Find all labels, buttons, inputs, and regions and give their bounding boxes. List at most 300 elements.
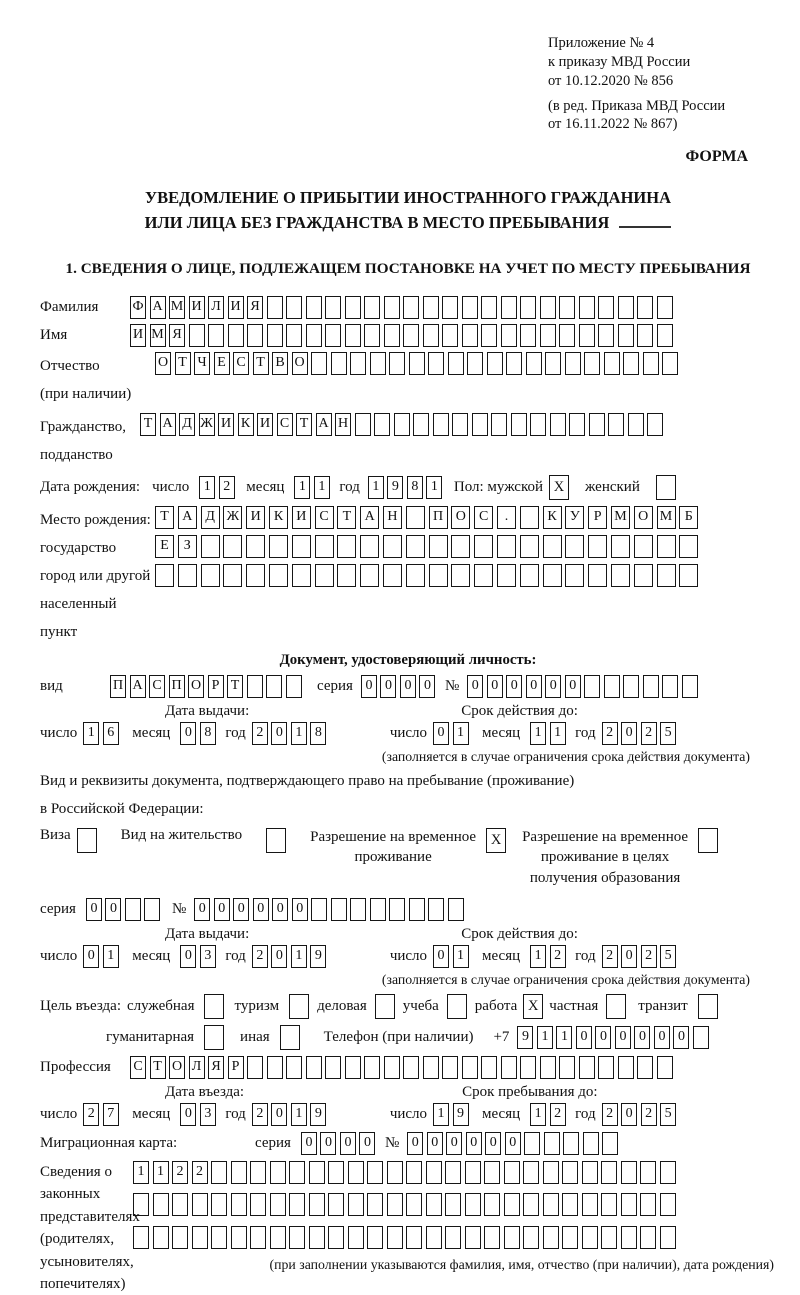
- representatives-row-2: [133, 1193, 776, 1216]
- temporary-residence-checkbox: X: [486, 828, 506, 853]
- given-name-label: Имя: [40, 326, 68, 343]
- char-cell: [448, 352, 464, 375]
- char-cell: [582, 1226, 598, 1249]
- char-cell: [367, 1193, 383, 1216]
- char-cell: 0: [654, 1026, 670, 1049]
- char-cell: [426, 1161, 442, 1184]
- char-cell: [562, 1193, 578, 1216]
- char-cell: [208, 324, 224, 347]
- phone-prefix: +7: [493, 1028, 510, 1045]
- char-cell: Е: [214, 352, 230, 375]
- char-cell: [423, 1056, 439, 1079]
- char-cell: [543, 1193, 559, 1216]
- birth-day-cells: [199, 476, 238, 499]
- passport-issue-year: [252, 722, 330, 745]
- char-cell: 1: [294, 476, 310, 499]
- char-cell: [634, 535, 653, 558]
- char-cell: [250, 1161, 266, 1184]
- char-cell: 0: [615, 1026, 631, 1049]
- char-cell: [328, 1226, 344, 1249]
- char-cell: 0: [180, 1103, 196, 1126]
- char-cell: [623, 352, 639, 375]
- tourism-checkbox: [289, 994, 309, 1019]
- char-cell: [267, 324, 283, 347]
- char-cell: [325, 296, 341, 319]
- char-cell: [660, 1193, 676, 1216]
- char-cell: 2: [550, 945, 566, 968]
- char-cell: [360, 564, 379, 587]
- char-cell: Д: [201, 506, 220, 529]
- char-cell: [523, 1161, 539, 1184]
- char-cell: Ф: [130, 296, 146, 319]
- passport-valid-month: [530, 722, 569, 745]
- char-cell: [550, 413, 566, 436]
- char-cell: [545, 352, 561, 375]
- char-cell: М: [169, 296, 185, 319]
- char-cell: Н: [335, 413, 351, 436]
- entry-year: [252, 1103, 330, 1126]
- char-cell: [504, 1226, 520, 1249]
- char-cell: [223, 535, 242, 558]
- char-cell: [530, 413, 546, 436]
- passport-dates-labels: [40, 703, 776, 720]
- permit-dates-labels: [40, 926, 776, 943]
- char-cell: [540, 1056, 556, 1079]
- char-cell: 1: [530, 945, 546, 968]
- char-cell: 5: [660, 1103, 676, 1126]
- char-cell: [662, 675, 678, 698]
- char-cell: [657, 1056, 673, 1079]
- residence-permit-checkbox: [266, 828, 286, 853]
- month-label: месяц: [482, 724, 521, 741]
- char-cell: 1: [550, 722, 566, 745]
- char-cell: [484, 1161, 500, 1184]
- char-cell: [337, 564, 356, 587]
- char-cell: [562, 1161, 578, 1184]
- char-cell: М: [657, 506, 676, 529]
- title-line-1: УВЕДОМЛЕНИЕ О ПРИБЫТИИ ИНОСТРАННОГО ГРАЖДАНИНА: [144, 188, 672, 208]
- char-cell: 0: [427, 1132, 443, 1155]
- char-cell: [228, 324, 244, 347]
- char-cell: [350, 898, 366, 921]
- char-cell: 5: [660, 722, 676, 745]
- char-cell: [367, 1226, 383, 1249]
- char-cell: [598, 324, 614, 347]
- char-cell: 1: [291, 945, 307, 968]
- char-cell: [247, 324, 263, 347]
- char-cell: 0: [320, 1132, 336, 1155]
- char-cell: [640, 1161, 656, 1184]
- char-cell: [637, 324, 653, 347]
- permit-valid-day: [433, 945, 472, 968]
- char-cell: [133, 1193, 149, 1216]
- char-cell: 0: [233, 898, 249, 921]
- char-cell: [350, 352, 366, 375]
- char-cell: [364, 1056, 380, 1079]
- migration-number-cells: [407, 1132, 622, 1155]
- char-cell: [286, 324, 302, 347]
- char-cell: [406, 1161, 422, 1184]
- char-cell: [270, 1161, 286, 1184]
- char-cell: [504, 1161, 520, 1184]
- char-cell: [364, 324, 380, 347]
- identity-doc-row: [40, 675, 776, 698]
- char-cell: 2: [192, 1161, 208, 1184]
- char-cell: [374, 413, 390, 436]
- doc-number-cells: [467, 675, 701, 698]
- char-cell: [153, 1193, 169, 1216]
- permit-series-label: серия: [40, 900, 76, 917]
- char-cell: [423, 296, 439, 319]
- char-cell: [643, 675, 659, 698]
- char-cell: [269, 564, 288, 587]
- char-cell: 0: [86, 898, 102, 921]
- char-cell: 0: [272, 898, 288, 921]
- female-checkbox: [656, 475, 676, 500]
- char-cell: [309, 1161, 325, 1184]
- char-cell: [231, 1161, 247, 1184]
- char-cell: К: [238, 413, 254, 436]
- section-1-heading: 1. СВЕДЕНИЯ О ЛИЦЕ, ПОДЛЕЖАЩЕМ ПОСТАНОВКЕ НА УЧЕТ ПО МЕСТУ ПРЕБЫВАНИЯ: [65, 259, 751, 277]
- char-cell: [406, 1226, 422, 1249]
- permit-issue-year: [252, 945, 330, 968]
- char-cell: С: [277, 413, 293, 436]
- issued-label: Дата выдачи:: [165, 702, 250, 719]
- char-cell: [246, 564, 265, 587]
- char-cell: [497, 564, 516, 587]
- char-cell: [309, 1193, 325, 1216]
- char-cell: [604, 675, 620, 698]
- char-cell: 0: [380, 675, 396, 698]
- char-cell: [637, 1056, 653, 1079]
- char-cell: Р: [588, 506, 607, 529]
- char-cell: О: [188, 675, 204, 698]
- passport-issue-month: [180, 722, 219, 745]
- char-cell: [501, 296, 517, 319]
- humanitarian-checkbox: [204, 1025, 224, 1050]
- char-cell: [286, 675, 302, 698]
- char-cell: 0: [271, 1103, 287, 1126]
- char-cell: П: [110, 675, 126, 698]
- char-cell: [445, 1193, 461, 1216]
- char-cell: [621, 1193, 637, 1216]
- char-cell: 3: [200, 1103, 216, 1126]
- char-cell: [348, 1226, 364, 1249]
- char-cell: [584, 675, 600, 698]
- char-cell: 2: [83, 1103, 99, 1126]
- char-cell: [337, 535, 356, 558]
- representatives-row-3: [133, 1226, 776, 1249]
- char-cell: Д: [179, 413, 195, 436]
- char-cell: 0: [506, 675, 522, 698]
- char-cell: 2: [550, 1103, 566, 1126]
- patronymic-row: [40, 352, 776, 408]
- work-checkbox: X: [523, 994, 543, 1019]
- char-cell: 1: [133, 1161, 149, 1184]
- citizenship-cells: [140, 413, 667, 436]
- char-cell: [598, 296, 614, 319]
- char-cell: [384, 1056, 400, 1079]
- char-cell: [588, 535, 607, 558]
- char-cell: 0: [359, 1132, 375, 1155]
- char-cell: [250, 1226, 266, 1249]
- migration-card-row: [40, 1132, 776, 1155]
- char-cell: [451, 564, 470, 587]
- char-cell: 0: [419, 675, 435, 698]
- char-cell: О: [155, 352, 171, 375]
- char-cell: [328, 1161, 344, 1184]
- char-cell: [306, 324, 322, 347]
- char-cell: А: [316, 413, 332, 436]
- birth-place-label: Место рождения: государство город или другой населенный пункт: [40, 511, 151, 640]
- char-cell: [192, 1226, 208, 1249]
- appendix-line: от 10.12.2020 № 856: [548, 72, 674, 89]
- title-line-2: ИЛИ ЛИЦА БЕЗ ГРАЖДАНСТВА В МЕСТО ПРЕБЫВАНИЯ: [40, 211, 776, 236]
- char-cell: [387, 1226, 403, 1249]
- char-cell: 0: [253, 898, 269, 921]
- char-cell: А: [178, 506, 197, 529]
- char-cell: [602, 1132, 618, 1155]
- education-residence-checkbox: [698, 828, 718, 853]
- char-cell: 2: [641, 1103, 657, 1126]
- char-cell: 0: [194, 898, 210, 921]
- permit-issue-day: [83, 945, 122, 968]
- patronymic-cells: [155, 352, 682, 375]
- char-cell: [383, 535, 402, 558]
- char-cell: [543, 535, 562, 558]
- char-cell: 1: [426, 476, 442, 499]
- char-cell: П: [429, 506, 448, 529]
- char-cell: [133, 1226, 149, 1249]
- appendix-line: к приказу МВД России: [548, 53, 691, 70]
- option-work-label: работа: [474, 997, 518, 1014]
- char-cell: [462, 324, 478, 347]
- char-cell: [565, 352, 581, 375]
- char-cell: [520, 564, 539, 587]
- char-cell: [481, 1056, 497, 1079]
- char-cell: [621, 1161, 637, 1184]
- passport-dates-row: [40, 722, 776, 745]
- char-cell: [325, 324, 341, 347]
- phone-label: Телефон (при наличии): [323, 1028, 474, 1045]
- char-cell: З: [178, 535, 197, 558]
- char-cell: [370, 898, 386, 921]
- char-cell: 0: [407, 1132, 423, 1155]
- char-cell: [563, 1132, 579, 1155]
- char-cell: [465, 1161, 481, 1184]
- char-cell: Л: [208, 296, 224, 319]
- year-label: год: [575, 1105, 596, 1122]
- char-cell: [331, 352, 347, 375]
- purpose-label: Цель въезда:: [40, 997, 121, 1014]
- char-cell: [383, 564, 402, 587]
- char-cell: 2: [172, 1161, 188, 1184]
- char-cell: [289, 1193, 305, 1216]
- char-cell: [647, 413, 663, 436]
- char-cell: [144, 898, 160, 921]
- permit-number-cells: [194, 898, 467, 921]
- char-cell: [640, 1226, 656, 1249]
- appendix-header: [548, 34, 776, 134]
- residence-doc-line-1: Вид и реквизиты документа, подтверждающего право на пребывание (проживание): [40, 772, 575, 789]
- char-cell: [481, 324, 497, 347]
- char-cell: [270, 1226, 286, 1249]
- char-cell: И: [218, 413, 234, 436]
- char-cell: [497, 535, 516, 558]
- char-cell: [462, 1056, 478, 1079]
- char-cell: [618, 324, 634, 347]
- stay-month: [530, 1103, 569, 1126]
- char-cell: [286, 296, 302, 319]
- char-cell: 2: [252, 1103, 268, 1126]
- char-cell: О: [169, 1056, 185, 1079]
- profession-cells: [130, 1056, 676, 1079]
- citizenship-row: [40, 413, 776, 469]
- char-cell: К: [543, 506, 562, 529]
- char-cell: 5: [660, 945, 676, 968]
- char-cell: [523, 1193, 539, 1216]
- char-cell: [520, 1056, 536, 1079]
- char-cell: 9: [310, 945, 326, 968]
- char-cell: [328, 1193, 344, 1216]
- char-cell: [501, 1056, 517, 1079]
- char-cell: Т: [337, 506, 356, 529]
- stay-year: [602, 1103, 680, 1126]
- char-cell: 8: [310, 722, 326, 745]
- surname-row: [40, 296, 776, 319]
- char-cell: 2: [252, 722, 268, 745]
- option-business-label: деловая: [317, 997, 367, 1014]
- char-cell: [544, 1132, 560, 1155]
- char-cell: [504, 1193, 520, 1216]
- edition-line: (в ред. Приказа МВД России: [548, 97, 726, 114]
- char-cell: [231, 1226, 247, 1249]
- char-cell: 6: [103, 722, 119, 745]
- char-cell: [543, 1161, 559, 1184]
- char-cell: [682, 675, 698, 698]
- char-cell: 2: [602, 1103, 618, 1126]
- char-cell: [246, 535, 265, 558]
- char-cell: [657, 324, 673, 347]
- char-cell: [657, 535, 676, 558]
- char-cell: [608, 413, 624, 436]
- profession-label: Профессия: [40, 1058, 111, 1075]
- char-cell: [192, 1193, 208, 1216]
- char-cell: [426, 1226, 442, 1249]
- char-cell: [292, 535, 311, 558]
- day-label: число: [389, 947, 428, 964]
- char-cell: [448, 898, 464, 921]
- char-cell: [467, 352, 483, 375]
- char-cell: [331, 898, 347, 921]
- char-cell: 0: [433, 722, 449, 745]
- char-cell: [406, 506, 425, 529]
- passport-issue-day: [83, 722, 122, 745]
- char-cell: 0: [400, 675, 416, 698]
- char-cell: [601, 1193, 617, 1216]
- option-study-label: учеба: [402, 997, 439, 1014]
- char-cell: 0: [576, 1026, 592, 1049]
- char-cell: 0: [83, 945, 99, 968]
- char-cell: О: [451, 506, 470, 529]
- option-tourism-label: туризм: [234, 997, 280, 1014]
- char-cell: [211, 1161, 227, 1184]
- char-cell: Т: [296, 413, 312, 436]
- char-cell: [442, 296, 458, 319]
- char-cell: [289, 1161, 305, 1184]
- char-cell: [370, 352, 386, 375]
- char-cell: [384, 324, 400, 347]
- char-cell: Т: [253, 352, 269, 375]
- entry-date-label: Дата въезда:: [165, 1083, 245, 1100]
- char-cell: [588, 564, 607, 587]
- char-cell: [267, 296, 283, 319]
- char-cell: [601, 1226, 617, 1249]
- doc-number-label: №: [444, 677, 460, 694]
- char-cell: 0: [634, 1026, 650, 1049]
- day-label: число: [389, 724, 428, 741]
- month-label: месяц: [132, 947, 171, 964]
- issued-label: Дата выдачи:: [165, 925, 250, 942]
- valid-label: Срок действия до:: [461, 925, 578, 942]
- char-cell: 0: [595, 1026, 611, 1049]
- sex-female-label: женский: [585, 478, 640, 495]
- char-cell: [384, 296, 400, 319]
- option-other-label: иная: [240, 1028, 270, 1045]
- char-cell: М: [150, 324, 166, 347]
- char-cell: [445, 1161, 461, 1184]
- char-cell: [634, 564, 653, 587]
- char-cell: [325, 1056, 341, 1079]
- doc-kind-label: вид: [40, 677, 63, 694]
- char-cell: [520, 535, 539, 558]
- char-cell: 1: [103, 945, 119, 968]
- day-label: число: [152, 478, 190, 495]
- char-cell: [345, 1056, 361, 1079]
- char-cell: [452, 413, 468, 436]
- char-cell: Б: [679, 506, 698, 529]
- char-cell: Ж: [223, 506, 242, 529]
- char-cell: 0: [466, 1132, 482, 1155]
- char-cell: [540, 296, 556, 319]
- char-cell: [394, 413, 410, 436]
- char-cell: [306, 1056, 322, 1079]
- profession-row: [40, 1056, 776, 1079]
- char-cell: [662, 352, 678, 375]
- permit-valid-year: [602, 945, 680, 968]
- char-cell: О: [634, 506, 653, 529]
- char-cell: [387, 1161, 403, 1184]
- char-cell: Я: [208, 1056, 224, 1079]
- char-cell: 0: [433, 945, 449, 968]
- char-cell: [429, 535, 448, 558]
- education-residence-label: Разрешение на временное проживание в целях получения образования: [522, 829, 689, 886]
- month-label: месяц: [246, 478, 285, 495]
- male-checkbox: X: [549, 475, 569, 500]
- char-cell: [611, 535, 630, 558]
- char-cell: 0: [526, 675, 542, 698]
- char-cell: 0: [487, 675, 503, 698]
- char-cell: Т: [227, 675, 243, 698]
- char-cell: [584, 352, 600, 375]
- char-cell: [426, 1193, 442, 1216]
- char-cell: [621, 1226, 637, 1249]
- char-cell: [487, 352, 503, 375]
- birth-place-block: [40, 506, 776, 646]
- given-name-row: [40, 324, 776, 347]
- char-cell: [506, 352, 522, 375]
- char-cell: [403, 1056, 419, 1079]
